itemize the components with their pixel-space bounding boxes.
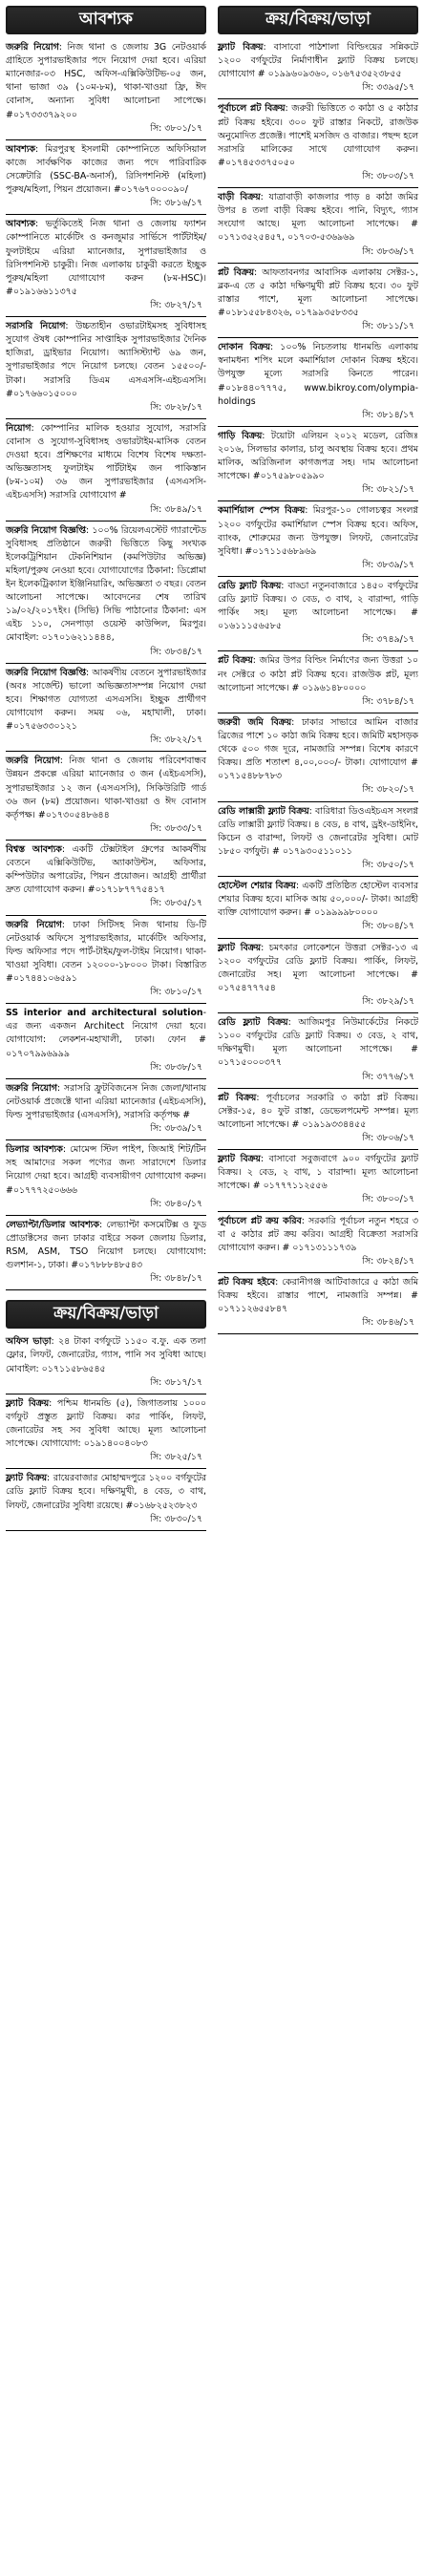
ad-reference: সি: ৩৮৪৯/১৭ [150,503,202,515]
ad-text [6,664,206,734]
right-ads-list [218,38,418,1334]
ad-body: : বাড্ডা নতুনবাজারে ১৪৫০ বর্গফুটের রেডি ফ্ল্যাট বিক্রয়। ৩ বেড, ৩ বাথ, ২ বারান্দা, গাড়ি পার্কিং সহ। মূল্য আলোচনা সাপেক্ষে। # ০১৬১১১৫৬৫৮৫ [218,580,418,632]
ad-body: : টয়োটা এলিয়ন ২০১২ মডেল, রেজিঃ ২০১৬, সিলভার কালার, চালু অবস্থায় বিক্রয় হবে। প্রথম মালিক, অরিজিনাল কাগজপত্র সহ। দাম আলোচনা সাপেক্ষে। #০১৭৫৯৮০৫৯৯০ [218,430,419,482]
ad-text [6,419,206,503]
section-header-kroy-bikroy-right: ক্রয়/বিক্রয়/ভাড়া [218,6,418,34]
classified-ad [218,802,418,878]
ad-reference: সি: ৩৮৩৯/১৭ [150,1123,202,1135]
classified-ad [6,1079,206,1140]
ad-text [6,1469,206,1512]
ad-body: : ১০০% নিচতলায় ধানমন্ডি এলাকায় স্বনামধন্য শপিং মলে কমার্শিয়াল দোকান বিক্রয় হইবে। উপযুক্ত মূল্যে সরাসরি কিনতে পারেন। #০১৮৪৪০৭৭৭৫, www.bikroy.com/olympia-holdings [218,342,418,407]
ad-text [6,841,206,897]
ad-reference: সি: ৩৮১৪/১৭ [362,409,414,420]
ad-body: : ঢাকার সাভারে আমিন বাজার ব্রিজের পাশে ১০ কাঠা জমি বিক্রয় হবে। জমিটি মহাসড়ক থেকে ৫০০ গজ দূরে, নামজারি সম্পন্ন। বিশেষ কারণে বিক্রয়। প্রতি শতাংশ ৪,০০,০০০/- টাকা। যোগাযোগ # ০১৭১৫৪৮৮৭৮৩ [218,716,418,782]
ad-heading: পূর্বাচলে প্লট ক্রয় করিব [218,1215,302,1226]
ad-text [6,317,206,401]
ad-text [6,1004,206,1060]
ad-body: : সরকারি পূর্বাচল নতুন শহরে ৩ বা ৫ কাঠার প্লট ক্রয় করিব। আগ্রহী বিক্রেতা সরাসরি যোগাযোগ করুন। # ০১৭১৩১১১৭৩৯ [218,1215,419,1253]
classified-ad [218,99,418,188]
ad-reference: সি: ৩৮৩৩/১৭ [150,822,202,834]
ad-heading: প্লট বিক্রয় [218,655,253,667]
ad-reference: সি: ৩৮১১/১৭ [362,321,414,332]
ad-text [218,877,418,920]
ad-reference: সি: ৩৮১০/১৭ [150,987,202,998]
classified-ad [218,264,418,339]
ad-heading: নিয়োগ [6,422,32,434]
classified-ad [6,1469,206,1530]
ad-text [218,38,418,81]
classified-ad [218,713,418,802]
classified-ad [6,317,206,419]
ad-reference: সি: ৩৮৩৫/১৭ [150,898,202,909]
classified-ad [6,1140,206,1216]
ad-reference: সি: ৩৮৪০/১৭ [150,1198,202,1209]
ad-heading: আবশ্যক [6,219,35,230]
ad-body: : জরুরী ভিত্তিতে ৩ কাঠা ও ৫ কাঠার প্লট বিক্রয় হইবে। ৩০০ ফুট রাস্তার নিকটে, রাজউক অনুমোদিত প্রজেক্ট। পাশেই মসজিদ ও বাজার। পছন্দ হলে সরাসরি মালিকের সাথে যোগাযোগ করুন। #০১৭৪৫৩৩৭৫০৫০ [218,103,418,168]
left-bottom-ads-list [6,1332,206,1530]
ad-heading: ফ্ল্যাট বিক্রয় [218,942,262,953]
ad-heading: প্লট বিক্রয় [218,266,255,278]
ad-body: : আফতাবনগর আবাসিক এলাকায় সেক্টর-১, ব্লক-এ তে ৫ কাঠা দক্ষিণমুখী প্লট বিক্রয় হবে। ৩০ ফুট রাস্তার পাশে, মূল্য আলোচনা সাপেক্ষে। #০১৮১৫৫৮৪৩২৬, ০১৭৯৯৩৫৮৩৩৫ [218,266,418,318]
ad-text [218,802,418,859]
ad-reference: সি: ৩৮২৮/১৭ [150,401,202,413]
section-header-kroy-bikroy-left: ক্রয়/বিক্রয়/ভাড়া [6,1300,206,1329]
ad-text [218,1273,418,1316]
ad-body: : যাত্রাবাড়ী কাজলার পাড় ৪ কাঠা জমির উপর ৪ তলা বাড়ী বিক্রয় হইবে। পানি, বিদ্যুৎ, গ্যাস সংযোগ আছে। মূল্য আলোচনা সাপেক্ষে। # ০১৭১৩৫২৫৪৫৭, ০১৭০৩-৫৩৬৯৬৯ [218,192,418,244]
ad-body: : রায়েরবাজার মোহাম্মদপুরে ১২০০ বর্গফুটের রেডি ফ্ল্যাট বিক্রয় হবে। দক্ষিণমুখী, ৪ বেড, ৩ বাথ, লিফট, জেনারেটর সুবিধা রয়েছে। #০১৬৮২৫২৩৮২৩ [6,1473,207,1511]
classified-ad [6,664,206,753]
ad-heading: ফ্ল্যাট বিক্রয় [218,42,264,53]
ad-text [6,140,206,197]
section-header-abashyak: আবশ্যক [6,6,206,34]
ad-reference: সি: ৩৮১৭/১৭ [150,1376,202,1388]
ad-text [218,1150,418,1193]
ad-body: : বাসাবো পাঠশালা বিল্ডিংয়ের সন্নিকটে ১২০০ বর্গফুটের নির্মাণাধীন ফ্ল্যাট বিক্রয় চলছে। যোগাযোগ # ০১৯৯৬০৯৩৬০, ০১৬৭৫৩৫২৩৮৫৫ [218,42,418,80]
ad-body: : কেরানীগঞ্জ আটিবাজারে ৫ কাঠা জমি বিক্রয় হইবে। রাস্তার পাশে, নামজারি সম্পন্ন। # ০১৭১১২৬৫৫৮৪৭ [218,1276,418,1315]
ad-body: : চমৎকার লোকেশনে উত্তরা সেক্টর-১৩ এ ১২০০ বর্গফুটের রেডি ফ্ল্যাট বিক্রয়। পার্কিং, লিফট, জেনারেটর সহ। মূল্য আলোচনা সাপেক্ষে। # ০১৭৫৪৭৭৭৫৪ [218,942,418,993]
ad-body: : নিজ থানা ও জেলায় পরিবেশবান্ধব উন্নয়ন প্রকল্পে এরিয়া ম্যানেজার ৩ জন (এইচএসসি), সুপারভাইজার ১২ জন (এসএসসি), সিকিউরিটি গার্ড ৩৬ জন (৮ম) প্রয়োজন। থাকা-খাওয়া ও ঈদ বোনাস কর্তৃপক্ষ। #০১৭৩০৫৪৮৬৪৪ [6,756,206,820]
ad-text [6,1332,206,1375]
ad-body: : উচ্চতাহীন ওভারটাইমসহ সুবিধাসহ সুযোগ ঔষধ কোম্পানির সাপ্তাহিক সুপারভাইজার দৈনিক হাজিরা, ড্রাইভার নিয়োগ। অ্যাসিস্ট্যান্ট ৬৯ জন, সুপারভাইজার পদে নিয়োগ চলছে। বেতন ১৫৫০০/- টাকা। সরাসরি ডিএম এসএসসি-এইচএসসি। #০১৭৬৬০১৫০০০ [6,321,206,399]
classified-ad [218,1013,418,1089]
ad-heading: পূর্বাচলে প্লট বিক্রয় [218,103,286,115]
ad-text [6,522,206,646]
ad-text [6,1079,206,1122]
ad-text [6,916,206,987]
ad-text [218,1013,418,1070]
ad-reference: সি: ৩৮১৬/১৭ [150,198,202,209]
classified-ad [218,577,418,652]
ad-reference: সি: ৩৮২৯/১৭ [362,996,414,1007]
classified-ad [6,419,206,522]
ad-body: : নিজ থানা ও জেলায় 3G নেটওয়ার্ক গ্রাহিতে সুপারভাইজার পদে নিয়োগ দেয়া হবে। এরিয়া ম্যানেজার-০৩ HSC, অফিস-এক্সিকিউটিভ-০৫ জন, থানা ভাজা ৩৯ (১০ম-৮ম), থাকা-খাওয়া ফ্রি, ঈদ বোনাস, অন্যান্য সুবিধা আলোচনা সাপেক্ষে। #০১৭৩৩৩৭৯২০০ [6,42,206,120]
ad-reference: সি: ৩৮০১/১৭ [150,122,202,134]
classified-ad [218,427,418,502]
ad-heading: সরাসরি নিয়োগ [6,321,66,332]
ad-reference: সি: ৩৮০০/১৭ [362,1194,414,1205]
ad-text [218,264,418,320]
classified-ad [6,38,206,140]
ad-heading: জরুরি নিয়োগ বিজ্ঞপ্তি [6,667,87,678]
ad-body: - এর জন্য একজন Architect নিয়োগ দেয়া হবে। যোগাযোগ: লেকশন-মহাখালী, ঢাকা। ফোন # ০১৭০৭৯৯৬৯৯৯ [6,1008,206,1059]
ad-reference: সি: ৩৮০৩/১৭ [362,170,414,181]
ad-heading: জরুরী জমি বিক্রয় [218,716,292,728]
ad-body: : একটি প্রতিষ্ঠিত হোস্টেল ব্যবসার শেয়ার বিক্রয় হবে। মাসিক আয় ৫০,০০০/- টাকা। আগ্রহী ব্যক্তি যোগাযোগ করুন। # ০১৯৯৯৯৮০০০০ [218,881,419,919]
ad-heading: বিশ্বস্ত আবশ্যক [6,844,62,856]
classified-ad [218,1089,418,1150]
ad-reference: সি: ৩৮০৬/১৭ [362,1132,414,1143]
ad-text [6,215,206,299]
ad-heading: লেভ্যাপ্টা/ডিলার আবশ্যক [6,1219,99,1230]
ad-body: : ১০০% রিয়েলএস্টেট গ্যারান্টেড সুবিধাসহ প্রতিষ্ঠানে জরুরী ভিত্তিতে কিছু সংখ্যক ইলেকট্রিশিয়ান টেকনিশিয়ান (কমপিউটার অভিজ্ঞ) মহিলা/পুরুষ নেওয়া হবে। যোগাযোগের ঠিকানা: ডিপ্লোমা ইন ইলেকট্রিক্যাল ইঞ্জিনিয়ারিং, অভিজ্ঞতা ৩ বছর। বেতন আলোচনা সাপেক্ষে। আবেদনের শেষ তারিখ ১৯/০২/২০১৭ইং। (সিভি) সিভি পাঠানোর ঠিকানা: এস এইচ ১১০, সেনপাড়া ওয়েস্ট কাউন্সিল, মিরপুর। মোবাইল: ০১৭০১৬২১১৪৪৪, [6,524,206,644]
ad-text [218,99,418,170]
ad-text [218,338,418,409]
ad-heading: রেডি ফ্ল্যাট বিক্রয় [218,1017,288,1029]
ad-body: : পূর্বাচলের সরকারি ৩ কাঠা প্লট বিক্রয়। সেক্টর-১৫, ৪০ ফুট রাস্তা, ডেভেলপমেন্ট সম্পন্ন। মূল্য আলোচনা সাপেক্ষে। # ০১৯১৯৩৩৪৪৫৫ [218,1092,418,1130]
classified-ad [218,1273,418,1334]
ad-divider [218,1333,418,1334]
ad-body: : পশ্চিম ধানমন্ডি (৫), জিগাতলায় ১০০০ বর্গফুট প্রস্তুত ফ্ল্যাট বিক্রয়। কার পার্কিং, লিফট, জেনারেটর সহ সব সুবিধা আছে। মূল্য আলোচনা সাপেক্ষে। যোগাযোগ: ০১৯১৪০০৪০৮৩ [6,1397,206,1450]
ad-text [218,939,418,995]
classified-ad [6,215,206,317]
ad-divider [6,1530,206,1531]
ad-body: : বারিধারা ডিওএইচএস সংলগ্ন রেডি লাক্সারী ফ্ল্যাট বিক্রয়। ৪ বেড, ৪ বাথ, ড্রইং-ডাইনিং, কিচেন ও বারান্দা, লিফট ও জেনারেটর সুবিধা। মোট ১৮৫০ বর্গফুট। # ০১৭৯৩০৫১১০১১ [218,805,418,857]
ad-text [218,577,418,633]
classified-ad [218,651,418,713]
ad-heading: আবশ্যক [6,143,35,155]
ad-reference: সি: ৩৮৫০/১৭ [362,860,414,871]
ad-body: : কোম্পানির মালিক হওয়ার সুযোগ, সরাসরি বোনাস ও সুযোগ-সুবিধাসহ ওভারটাইম-মাসিক বেতন দেওয়া হবে। প্রশিক্ষণের মাধ্যমে বিশেষ বিশেষ দক্ষতা-অভিজ্ঞতাসহ ফুলটাইম পার্টটাইম জন পাকিস্তান (৮ম-১০ম) ৩৬ জন সুপারভাইজার (এসএসসি-এইচএসসি) সরাসরি যোগাযোগ # [6,422,206,501]
ad-reference: সি: ৩৭৭৬/১৭ [362,1071,414,1082]
ad-heading: জরুরি নিয়োগ [6,1082,57,1094]
classified-ad [218,38,418,99]
ad-heading: জরুরি নিয়োগ বিজ্ঞপ্তি [6,524,87,536]
ad-body: : লেভ্যাপ্টা কসমেটিক্স ও ফুড প্রোডাক্টসের জন্য ঢাকার বাইরে সকল জেলায় ডিলার, RSM, ASM, TSO নিয়োগ চলছে। যোগাযোগ: গুলশান-১, ঢাকা। #০১৭৮৮৮৪৮৫৪৩ [6,1219,206,1271]
ad-reference: সি: ৩৩৯৫/১৭ [362,82,414,94]
ad-reference: সি: ৩৮৩৮/১৭ [150,1061,202,1073]
ad-body: : একটি টেক্সটাইল গ্রুপের আকর্ষণীয় বেতনে এক্সিকিউটিভ, অ্যাকাউন্টস, অফিসার, কম্পিউটার অপারেটর, পিয়ন প্রয়োজন। আগ্রহী প্রার্থীরা দ্রুত যোগাযোগ করুন। #০১৭১৮৭৭৭৫৪১৭ [6,844,206,896]
ad-body: : সরাসরি ফ্রুটবিজনেস নিজ জেলা/থানায় নেটওয়ার্ক প্রজেক্টে থানা এরিয়া ম্যানেজার (এইচএসসি), ফিল্ড সুপারভাইজার (এসএসসি), সরাসরি কর্তৃপক্ষ # [6,1082,206,1120]
ad-heading: রেডি লাক্সারী ফ্ল্যাট বিক্রয় [218,805,309,817]
ad-heading: ফ্ল্যাট বিক্রয় [6,1473,48,1484]
ad-reference: সি: ৩৮৩০/১৭ [150,1513,202,1524]
ad-heading: ডিলার আবশ্যক [6,1144,63,1156]
ad-heading: প্লট বিক্রয় হইবে [218,1276,276,1288]
ad-text [6,752,206,822]
ad-heading: ফ্ল্যাট বিক্রয় [218,1154,261,1165]
ad-body: : মিরপুরস্থ ইসলামী কোম্পানিতে অফিসিয়াল কাজে সার্বক্ষণিক কাজের জন্য পদে পারিবারিক সেক্রেটারি (SSC-BA-অনার্স), রিসিপশনিস্ট (মহিলা) পুরুষ/মহিলা, পিয়ন প্রয়োজন। #০১৭৬৭০০০০৯০/ [6,143,206,196]
ad-heading: হোস্টেল শেয়ার বিক্রয় [218,881,296,892]
left-column [6,6,206,1531]
ad-text [218,188,418,245]
classified-ad [6,522,206,664]
ad-reference: সি: ৩৭৮৪/১৭ [362,695,414,707]
ad-heading: ফ্ল্যাট বিক্রয় [6,1397,50,1409]
ad-body: : জমির উপর বিল্ডিং নির্মাণের জন্য উত্তরা ১০ নং সেক্টরে ৩ কাঠা প্লট বিক্রয় হবে। রাজউক প্লট, মূল্য আলোচনা সাপেক্ষে। # ০১৯৬১৪৮০০০০ [218,655,418,693]
ad-text [218,427,418,483]
ad-heading: দোকান বিক্রয় [218,342,270,353]
ad-text [218,1089,418,1132]
ad-body: : বাসাবো সবুজবাগে ৯০০ বর্গফুটের ফ্ল্যাট বিক্রয়। ২ বেড, ২ বাথ, ১ বারান্দা। মূল্য আলোচনা সাপেক্ষে। # ০১৭৭৭১১২৫৫৬ [218,1154,418,1192]
classified-ad [6,916,206,1005]
ad-text [218,651,418,694]
ad-reference: সি: ৩৮২২/১৭ [150,734,202,746]
ad-body: : ঢাকা সিটিসহ নিজ থানায় ডি-টি নেটওয়ার্ক অফিসে সুপারভাইজার, মার্কেটিং অফিসার, ফিল্ড অফিসার পদে পার্ট-টাইম/ফুল-টাইম নিয়োগ। থাকা-খাওয়া সুবিধা। বেতন ১২০০০-১৮০০০ টাকা। বিস্তারিত #০১৭৪৪১০৬৫৯১ [6,919,206,984]
classified-ad [218,1150,418,1211]
ad-body: : মিরপুর-১০ গোলচত্বর সংলগ্ন ১২০০ বর্গফুটের কমার্শিয়াল স্পেস বিক্রয় হবে। অফিস, ব্যাংক, শোরুমের জন্য উপযুক্ত। লিফট, জেনারেটর সুবিধা। #০১৭১১৫৬৮৯৬৯ [218,505,419,557]
ad-body: : ভর্তুকিতেই নিজ থানা ও জেলায় ফ্যাশন কোম্পানিতে মার্কেটিং ও কনজুমার সার্ভিসে পার্টটাইম/ফুলটাইমে এরিয়া ম্যানেজার, সুপারভাইজার ও রিসিপশনিস্ট চাকুরী। নিজ এলাকায় চাকুরী করতে ইচ্ছুক পুরুষ/মহিলা যোগাযোগ করুন (৮ম-HSC)। #০১৯১৬৬১১৩৭৫ [6,219,206,297]
ad-heading: গাড়ি বিক্রয় [218,430,263,441]
ad-reference: সি: ৩৮৪৬/১৭ [362,1317,414,1329]
classified-ad [218,939,418,1014]
ad-text [218,1212,418,1255]
classified-ad [6,140,206,216]
classified-ad [6,1216,206,1291]
ad-reference: সি: ৩৮২৭/১৭ [150,299,202,310]
ad-text [6,1394,206,1451]
classified-ad [6,1332,206,1394]
left-ads-list [6,38,206,1290]
ad-body: : আজিমপুর নিউমার্কেটের নিকটে ১১০০ বর্গফুটের রেডি ফ্ল্যাট বিক্রয়। ৩ বেড, ২ বাথ, দক্ষিণমুখী। মূল্য আলোচনা সাপেক্ষে। # ০১৭১৫০০০৩৭৭ [218,1017,418,1069]
ad-reference: সি: ৩৮৪৮/১৭ [150,1273,202,1285]
ad-body: : আকর্ষণীয় বেতনে সুপারভাইজার (অবঃ সার্জেন্ট) ভালো অভিজ্ঞতাসম্পন্ন নিয়োগ দেয়া হবে। শিক্ষাগত যোগ্যতা এসএসসি। ইচ্ছুক প্রার্থীগণ যোগাযোগ করুন। সময় ০৬, মহাখালী, ঢাকা। #০১৭৫৬৩৩০১২১ [6,667,206,733]
ad-reference: সি: ৩৮৩৬/১৭ [362,245,414,257]
classified-ad [6,841,206,916]
ad-divider [6,1289,206,1290]
ad-body: : মোমেন্স স্টিল পাইপ, জিআই শিট/টিন সহ আমাদের সকল পণ্যের জন্য সারাদেশে ডিলার নিয়োগ দেয়া হবে। আগ্রহী ব্যবসায়ীগণ যোগাযোগ করুন। #০১৭৭৭২৫০৬৬৬ [6,1144,206,1196]
ad-reference: সি: ৩৮৩৯/১৭ [362,559,414,570]
ad-reference: সি: ৩৮২০/১৭ [362,784,414,796]
ad-heading: রেডি ফ্ল্যাট বিক্রয় [218,580,282,591]
classified-ad [218,338,418,427]
classified-ad [6,752,206,841]
classified-ad [6,1394,206,1470]
ad-heading: কমার্শিয়াল স্পেস বিক্রয় [218,505,306,517]
ad-text [218,713,418,784]
ad-heading: জরুরি নিয়োগ [6,919,62,930]
classified-ad [218,877,418,938]
ad-reference: সি: ৩৮২৪/১৭ [362,1255,414,1267]
ad-body: : ২৪ টাকা বর্গফুটে ১১৫০ ব.ফু. এক তলা ফ্লোর, লিফট, জেনারেটর, গ্যাস, পানি সব সুবিধা আছে। মোবাইল: ০১৭১১৫৮৬৫৪৫ [6,1336,206,1374]
ad-heading: জরুরি নিয়োগ [6,42,59,53]
ad-reference: সি: ৩৮২৫/১৭ [150,1452,202,1463]
ad-text [218,501,418,558]
ad-reference: সি: ৩৮৩৪/১৭ [150,646,202,657]
ad-text [6,1216,206,1272]
ad-heading: জরুরি নিয়োগ [6,756,60,767]
ad-text [6,1140,206,1197]
classified-ad [218,188,418,264]
ad-reference: সি: ৩৭৪৯/১৭ [362,634,414,646]
ad-heading: বাড়ী বিক্রয় [218,192,261,203]
classified-ad [218,501,418,577]
ad-heading: প্লট বিক্রয় [218,1092,257,1103]
classified-ad [6,1004,206,1079]
right-column [218,6,418,1334]
ad-heading: SS interior and architectural solution [6,1008,203,1019]
ad-text [6,38,206,122]
ad-reference: সি: ৩৮০৪/১৭ [362,921,414,932]
ad-reference: সি: ৩৮২১/১৭ [362,484,414,496]
ad-heading: অফিস ভাড়া [6,1336,52,1348]
classified-ad [218,1212,418,1273]
